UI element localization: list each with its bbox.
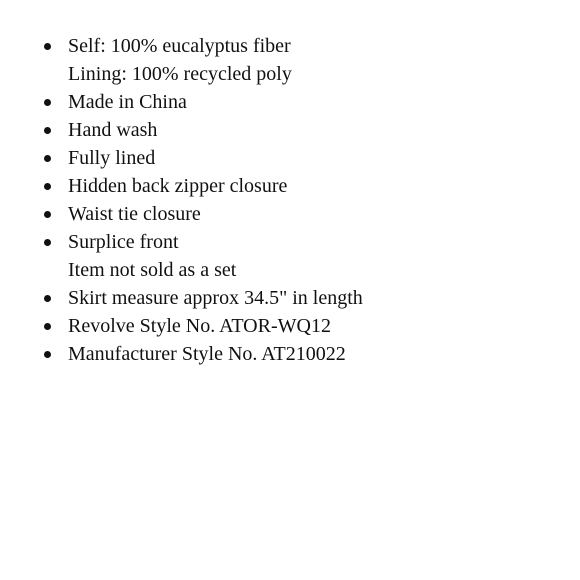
list-item	[28, 116, 568, 144]
list-item	[28, 88, 568, 116]
list-item	[28, 200, 568, 228]
bullet-icon	[44, 127, 51, 134]
bullet-icon	[44, 295, 51, 302]
list-item	[28, 340, 568, 368]
skirt-length-text: Skirt measure approx 34.5" in length	[68, 287, 363, 309]
list-item	[28, 172, 568, 200]
list-item	[28, 32, 568, 88]
bullet-icon	[44, 43, 51, 50]
bullet-icon	[44, 155, 51, 162]
bullet-icon	[44, 211, 51, 218]
care-text: Hand wash	[68, 119, 158, 141]
product-details-list	[28, 32, 568, 368]
list-item	[28, 144, 568, 172]
surplice-front-text: Surplice front	[68, 231, 179, 253]
lining-text: Fully lined	[68, 147, 156, 169]
origin-text: Made in China	[68, 91, 187, 113]
material-lining-text: Lining: 100% recycled poly	[68, 63, 292, 85]
list-item	[28, 228, 568, 284]
material-self-text: Self: 100% eucalyptus fiber	[68, 35, 291, 57]
waist-tie-text: Waist tie closure	[68, 203, 201, 225]
zipper-closure-text: Hidden back zipper closure	[68, 175, 288, 197]
bullet-icon	[44, 239, 51, 246]
list-item	[28, 284, 568, 312]
manufacturer-style-text: Manufacturer Style No. AT210022	[68, 343, 346, 365]
not-sold-as-set-text: Item not sold as a set	[68, 259, 237, 281]
bullet-icon	[44, 183, 51, 190]
list-item	[28, 312, 568, 340]
bullet-icon	[44, 99, 51, 106]
revolve-style-text: Revolve Style No. ATOR-WQ12	[68, 315, 331, 337]
bullet-icon	[44, 323, 51, 330]
bullet-icon	[44, 351, 51, 358]
